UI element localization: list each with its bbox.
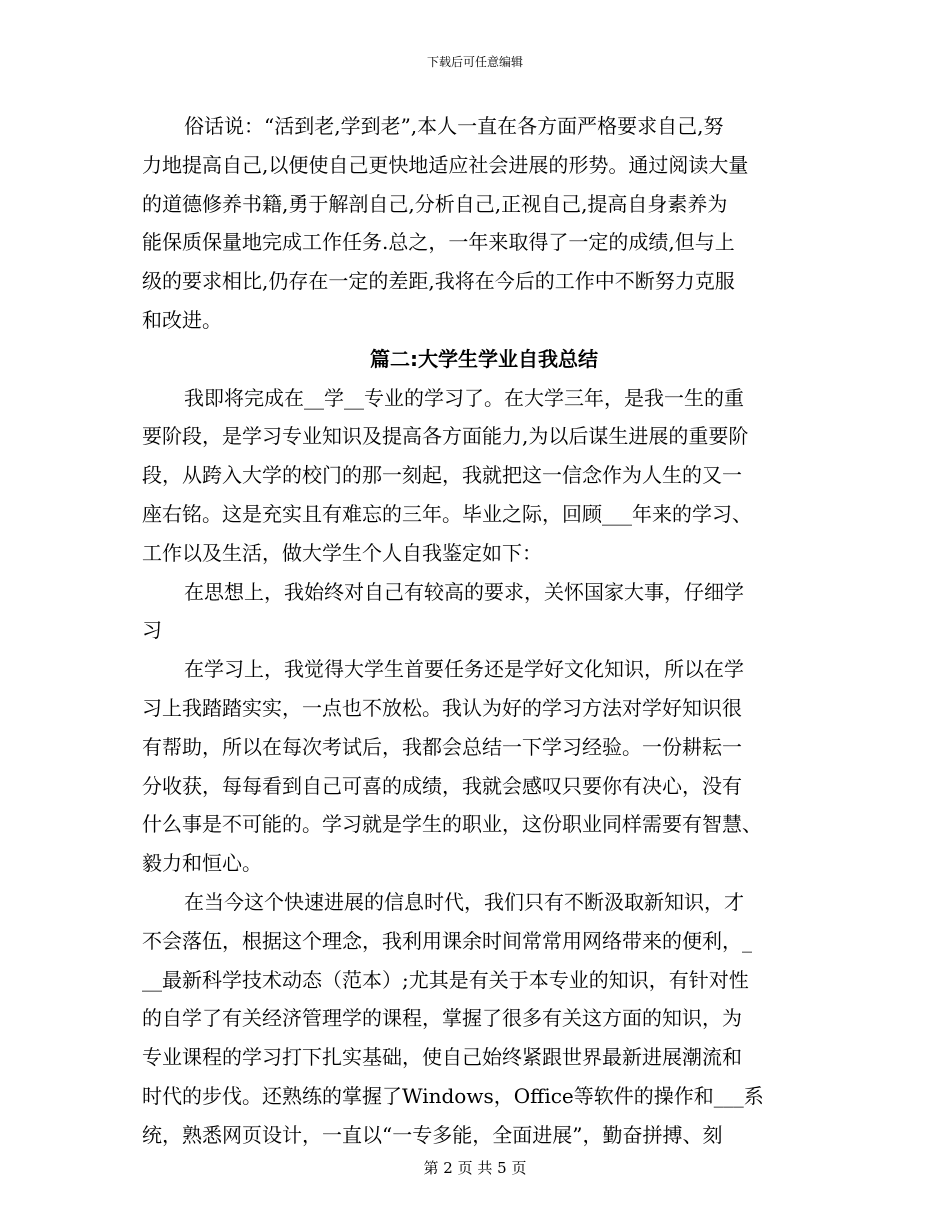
text-line: 在当今这个快速进展的信息时代，我们只有不断汲取新知识，才	[184, 889, 744, 914]
text-line: 不会落伍，根据这个理念，我利用课余时间常常用网络带来的便利，_	[142, 928, 752, 953]
text-line: 专业课程的学习打下扎实基础，使自己始终紧跟世界最新进展潮流和	[142, 1045, 742, 1070]
text-line: 和改进。	[142, 307, 222, 332]
text-line: 的道德修养书籍,勇于解剖自己,分析自己,正视自己,提高自身素养为	[142, 191, 728, 216]
text-line: 什么事是不可能的。学习就是学生的职业，这份职业同样需要有智慧、	[142, 812, 762, 837]
text-line: 习	[142, 618, 162, 643]
text-line: 能保质保量地完成工作任务.总之，一年来取得了一定的成绩,但与上	[142, 230, 735, 255]
text-line: 俗话说：“活到老,学到老”,本人一直在各方面严格要求自己,努	[184, 114, 724, 138]
text-line: 要阶段，是学习专业知识及提高各方面能力,为以后谋生进展的重要阶	[142, 424, 749, 449]
page-header: 下载后可任意编辑	[426, 55, 523, 69]
text-line: 级的要求相比,仍存在一定的差距,我将在今后的工作中不断努力克服	[142, 269, 735, 294]
text-line: 时代的步伐。还熟练的掌握了Windows，Office等软件的操作和___系	[142, 1083, 764, 1108]
text-line: __最新科学技术动态（范本）;尤其是有关于本专业的知识，有针对性	[142, 967, 749, 992]
text-line: 工作以及生活，做大学生个人自我鉴定如下：	[142, 540, 542, 565]
text-line: 统，熟悉网页设计，一直以“一专多能，全面进展”，勤奋拼搏、刻	[142, 1122, 723, 1147]
section-heading: 篇二:大学生学业自我总结	[370, 346, 598, 371]
text-line: 我即将完成在__学__专业的学习了。在大学三年，是我一生的重	[184, 385, 744, 410]
text-line: 座右铭。这是充实且有难忘的三年。毕业之际，回顾___年来的学习、	[142, 501, 752, 526]
text-line: 在学习上，我觉得大学生首要任务还是学好文化知识，所以在学	[184, 657, 744, 682]
text-line: 分收获，每每看到自己可喜的成绩，我就会感叹只要你有决心，没有	[142, 773, 742, 798]
text-line: 在思想上，我始终对自己有较高的要求，关怀国家大事，仔细学	[184, 579, 744, 604]
text-line: 的自学了有关经济管理学的课程，掌握了很多有关这方面的知识，为	[142, 1006, 742, 1031]
document-body	[142, 107, 804, 1155]
text-line: 毅力和恒心。	[142, 851, 262, 876]
text-line: 段，从跨入大学的校门的那一刻起，我就把这一信念作为人生的又一	[142, 463, 742, 488]
page-footer: 第 2 页 共 5 页	[423, 1159, 527, 1177]
text-line: 力地提高自己,以便使自己更快地适应社会进展的形势。通过阅读大量	[142, 152, 749, 177]
text-line: 习上我踏踏实实，一点也不放松。我认为好的学习方法对学好知识很	[142, 695, 742, 720]
text-line: 有帮助，所以在每次考试后，我都会总结一下学习经验。一份耕耘一	[142, 734, 742, 759]
